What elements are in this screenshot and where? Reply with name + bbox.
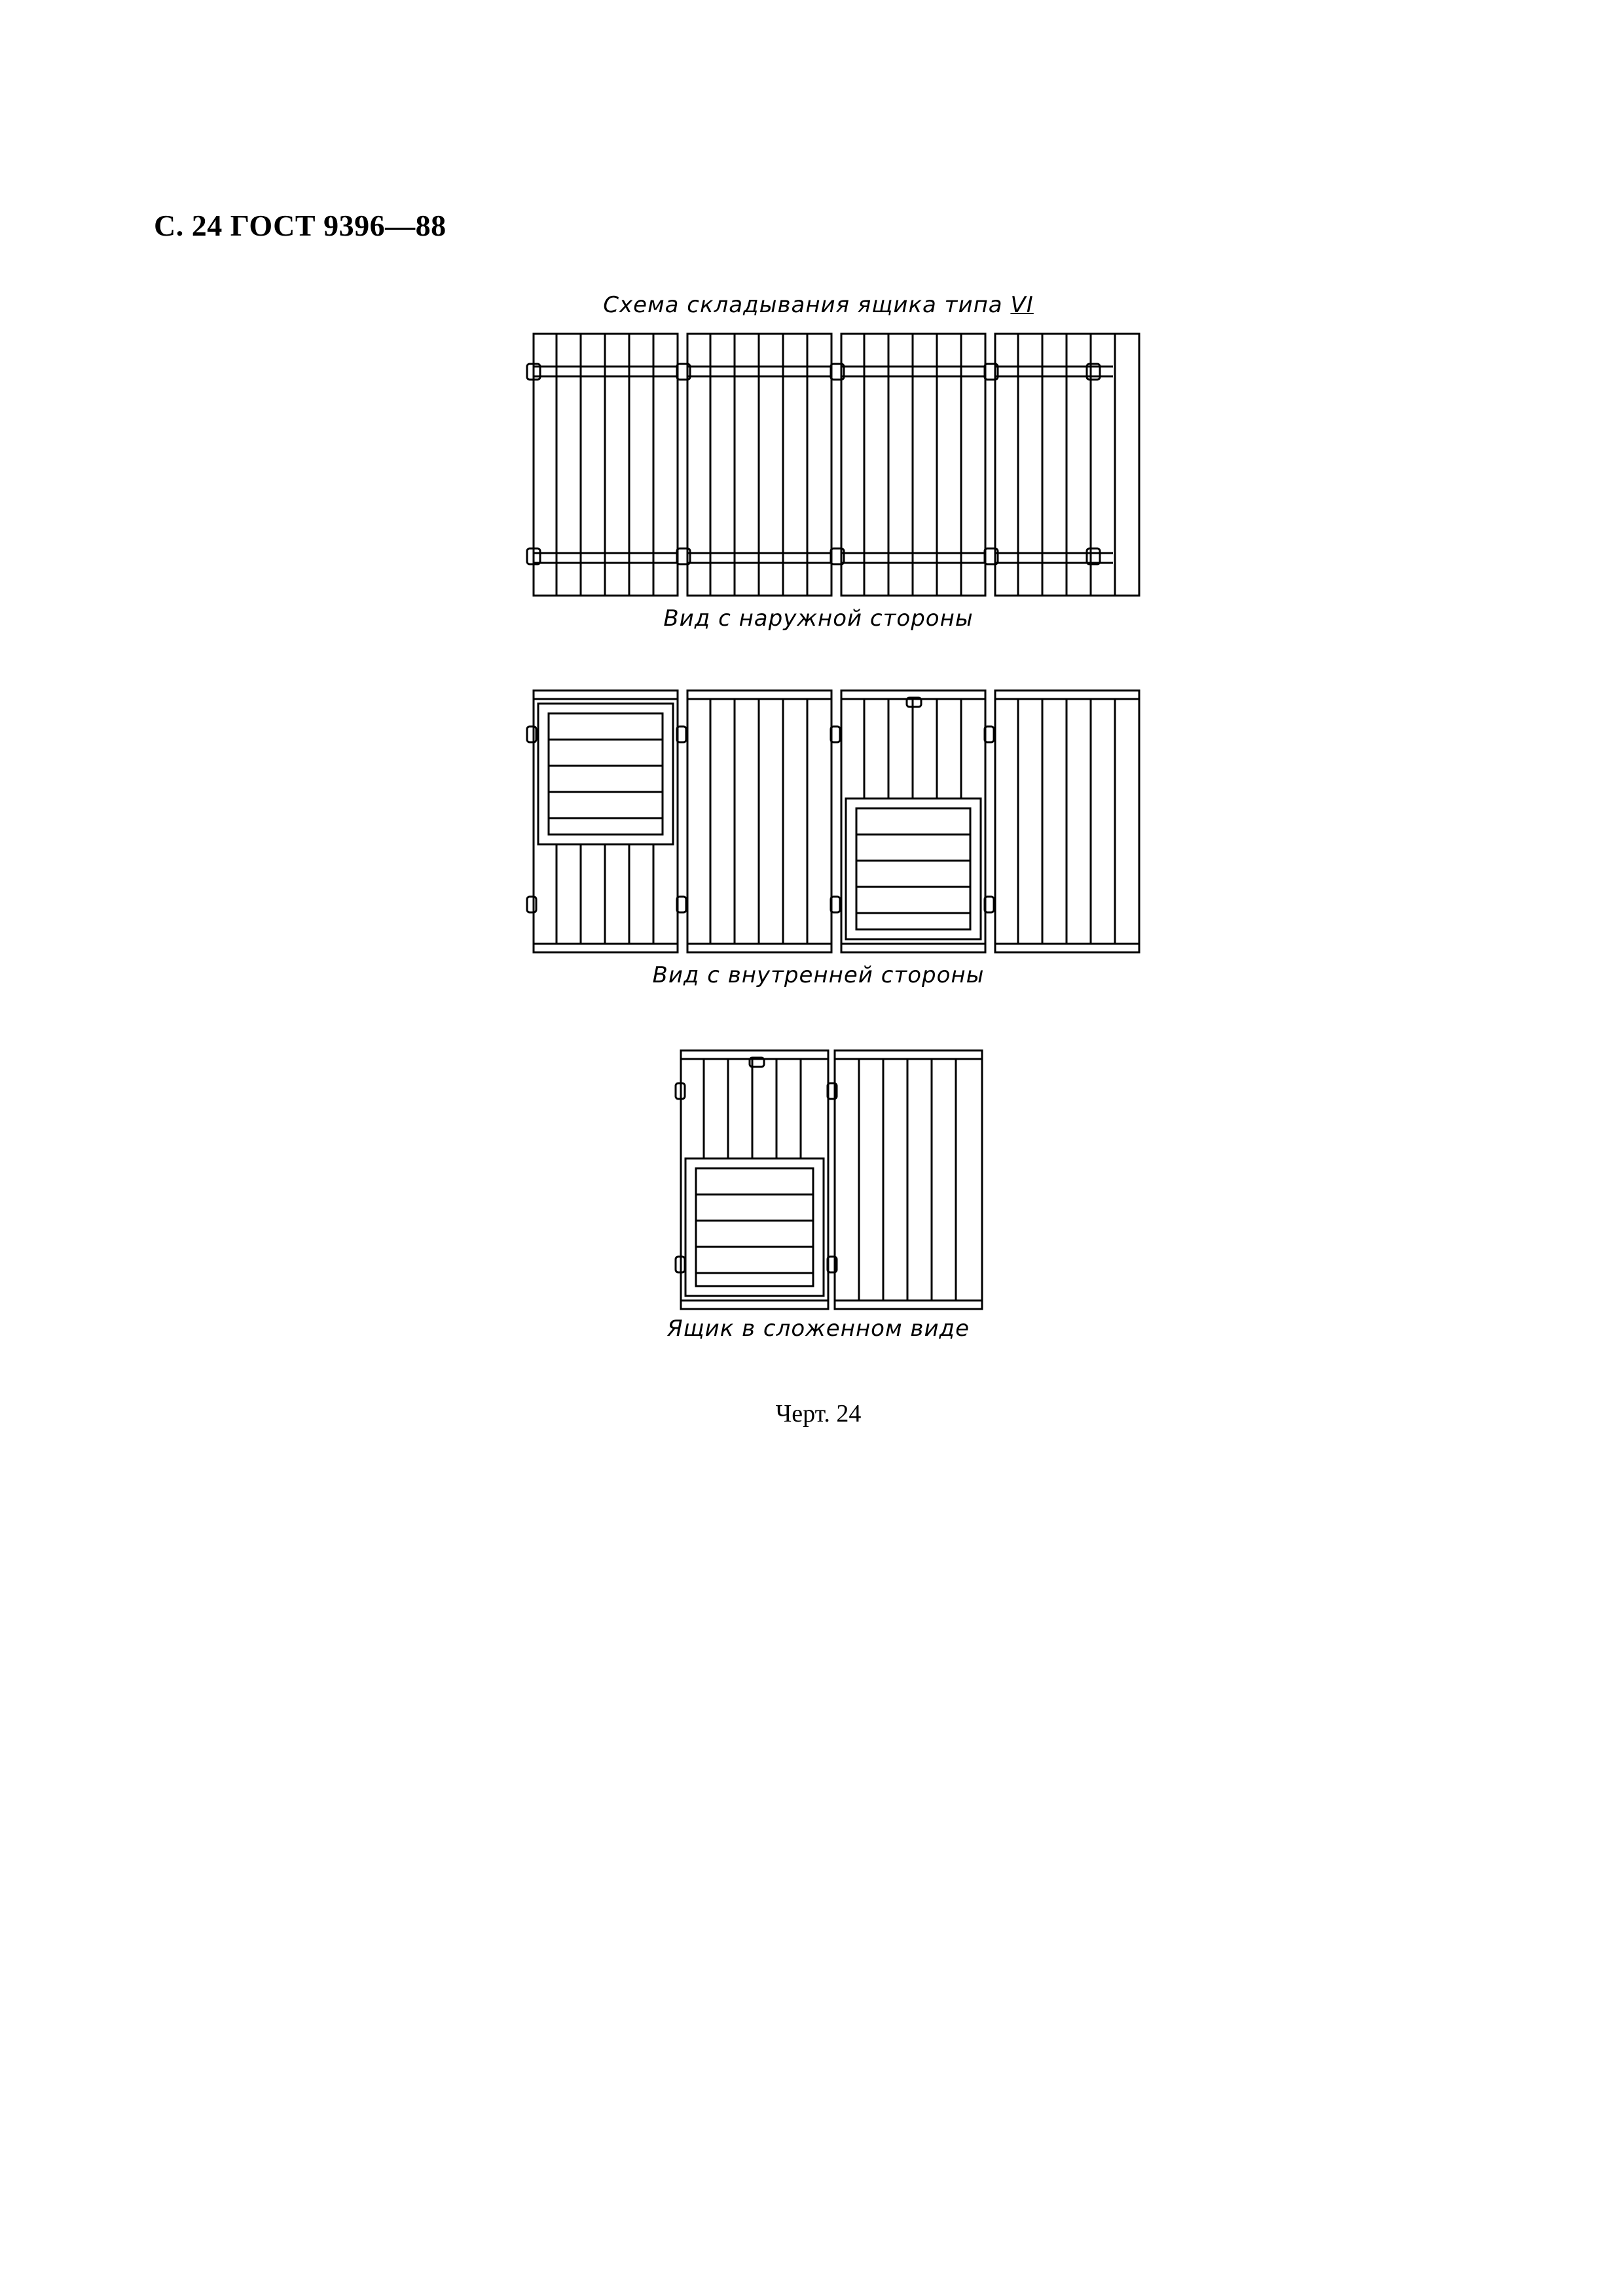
caption-folded-view: Ящик в сложенном виде — [667, 1316, 970, 1342]
folded-view — [676, 1050, 982, 1309]
caption-inner-view: Вид с внутренней стороны — [652, 962, 985, 988]
caption-outer-view: Вид с наружной стороны — [663, 605, 974, 632]
page-header: С. 24 ГОСТ 9396—88 — [154, 209, 447, 242]
figure-title-text: Схема складывания ящика типа — [603, 292, 1003, 318]
figure-label: Черт. 24 — [775, 1400, 862, 1427]
outer-view — [527, 334, 1139, 596]
figure-title-type: VI — [1010, 292, 1034, 318]
inner-view — [527, 691, 1139, 952]
